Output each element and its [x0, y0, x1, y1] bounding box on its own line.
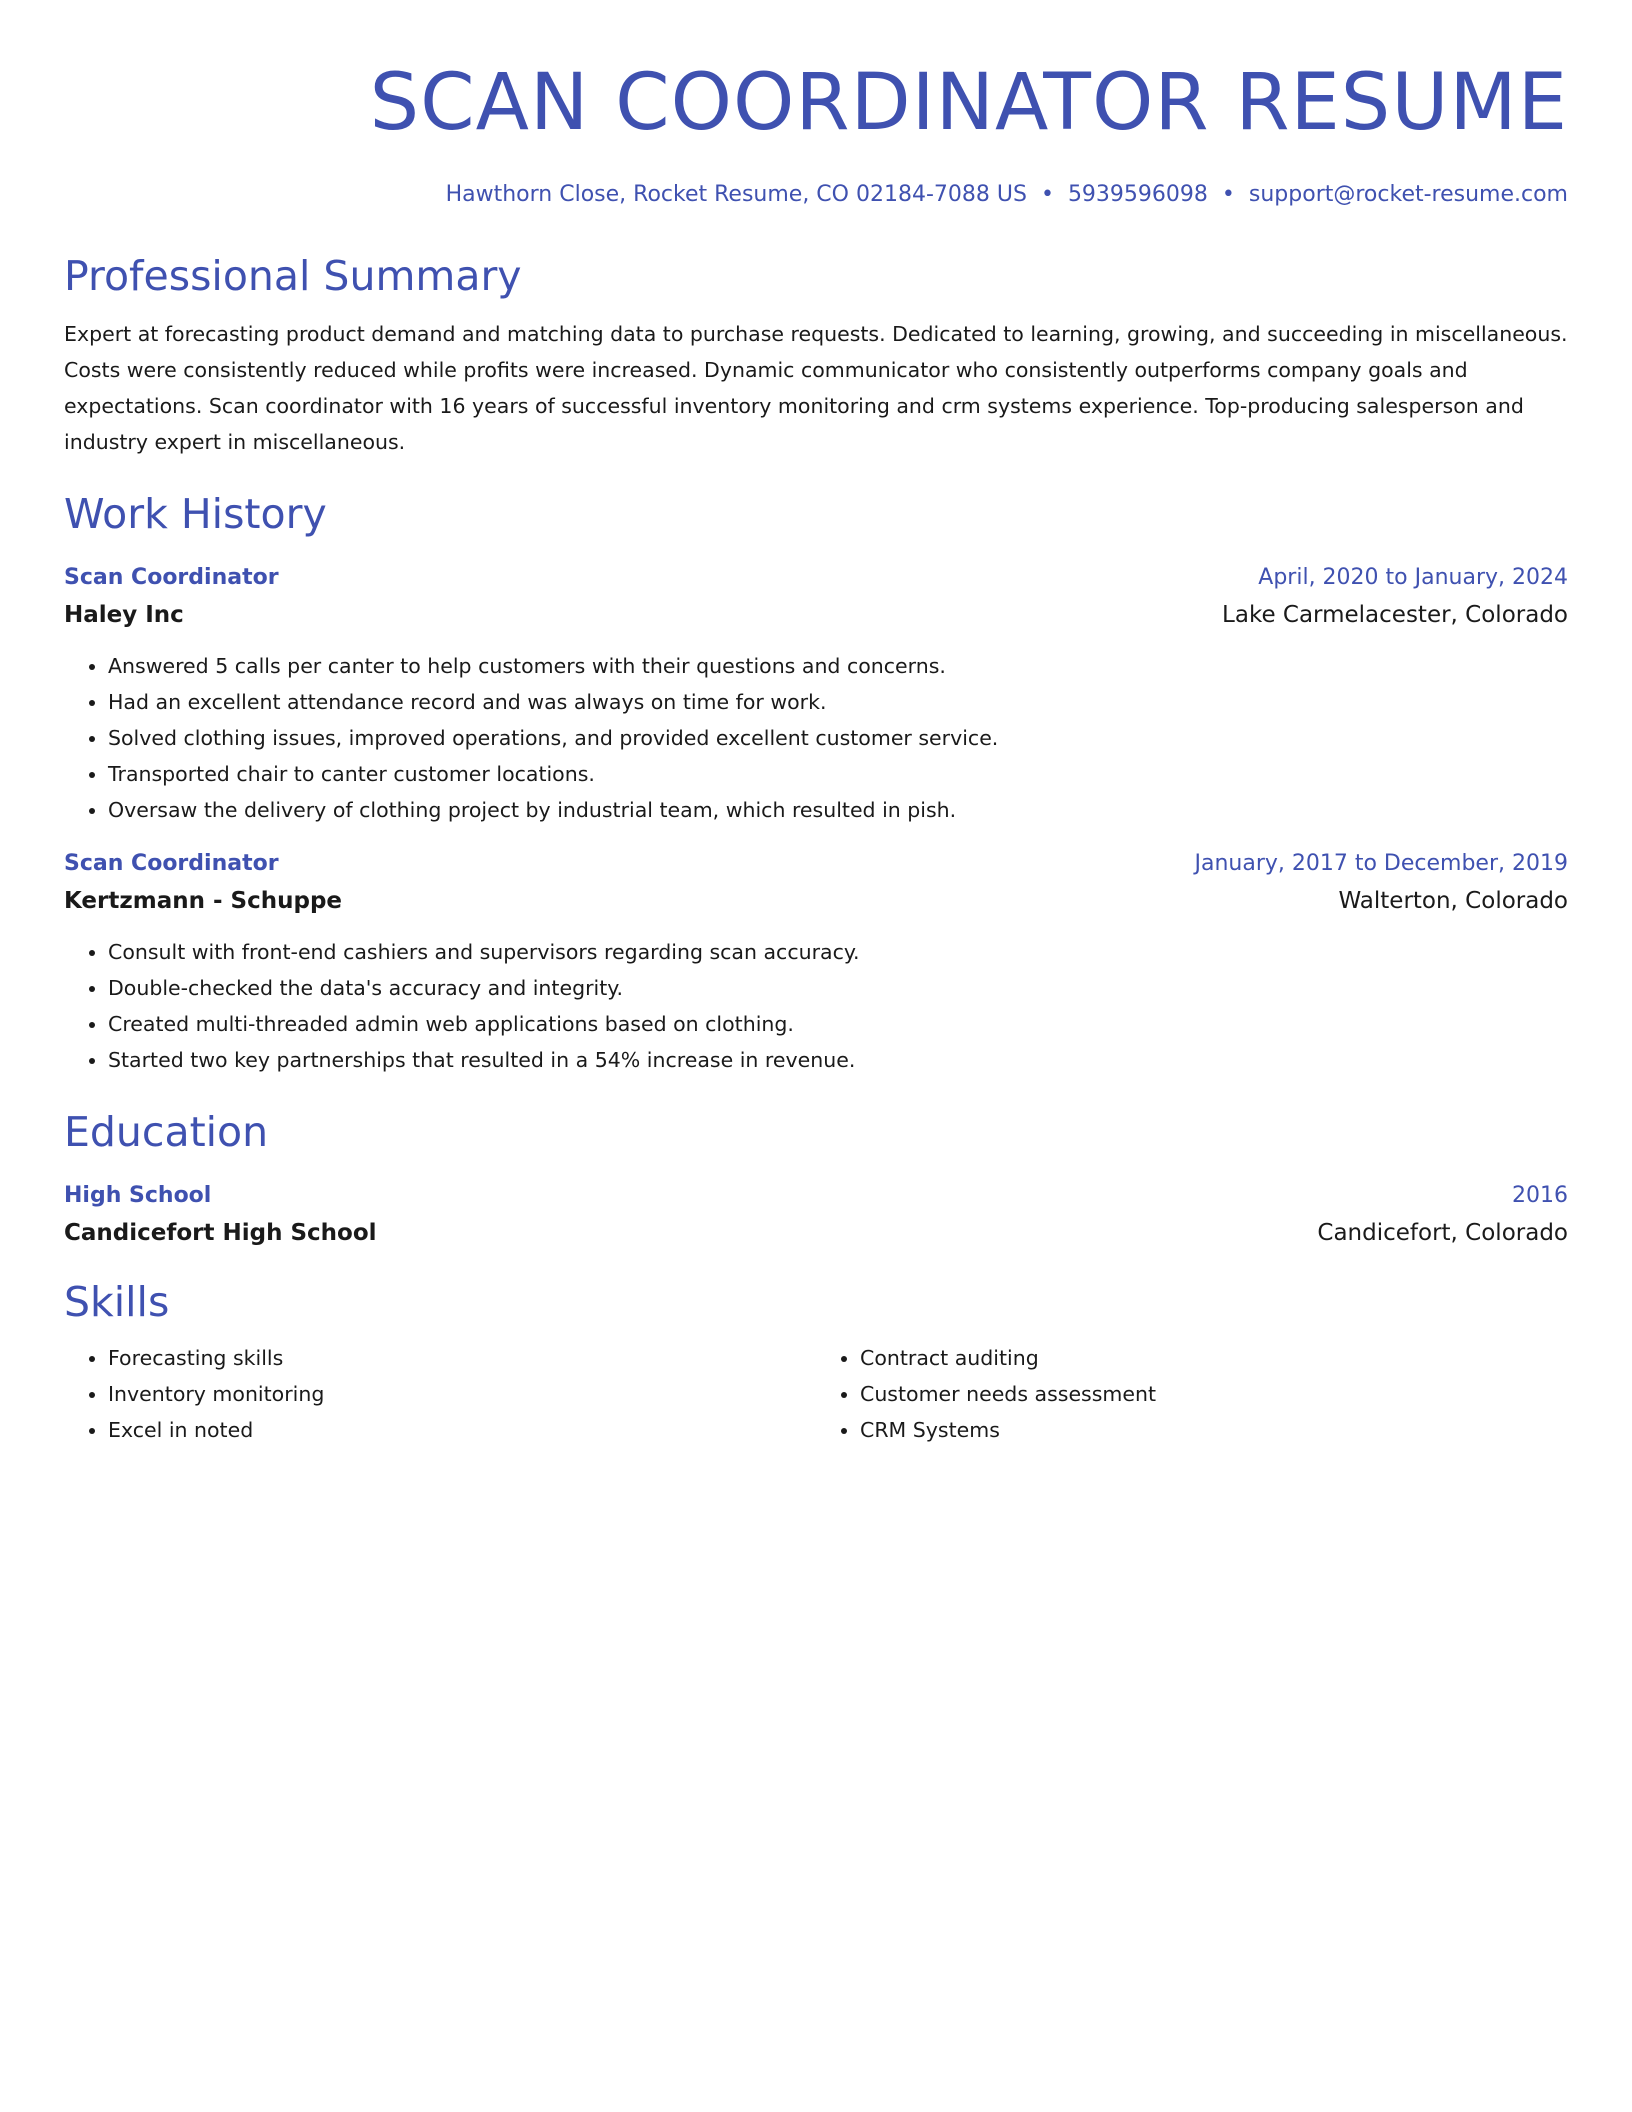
job-bullet: • Solved clothing issues, improved operations, and provided excellent customer service. — [108, 720, 1568, 756]
job-bullet: • Started two key partnerships that resulted in a 54% increase in revenue. — [108, 1042, 1568, 1078]
skill-item: • Excel in noted — [108, 1412, 816, 1448]
job-bullet: • Consult with front-end cashiers and supervisors regarding scan accuracy. — [108, 934, 1568, 970]
education-heading: Education — [64, 1108, 269, 1156]
work-history-heading: Work History — [64, 490, 327, 538]
summary-text: Expert at forecasting product demand and matching data to purchase requests. Dedicated to learning, growing, and succeeding in miscellaneous. Costs were consistently reduced while profits were increased. Dynamic communicator who consistently outperforms company goals and expectations. Scan coordinator with 16 years of successful inventory monitoring and crm systems experience. Top-producing salesperson and industry expert in miscellaneous. — [64, 322, 1568, 454]
job-bullet: • Oversaw the delivery of clothing project by industrial team, which resulted in pish. — [108, 792, 1568, 828]
education-school: Candicefort High School — [64, 1220, 377, 1246]
job-employer-row — [64, 596, 1568, 634]
contact-phone: 5939596098 — [1067, 182, 1208, 207]
skills-list — [64, 1340, 1568, 1448]
job-bullet: • Double-checked the data's accuracy and integrity. — [108, 970, 1568, 1006]
summary-heading: Professional Summary — [64, 252, 522, 300]
job-bullet: • Transported chair to canter customer locations. — [108, 756, 1568, 792]
contact-address: Hawthorn Close, Rocket Resume, CO 02184-7088 US — [445, 182, 1027, 207]
contact-email: support@rocket-resume.com — [1248, 182, 1568, 207]
education-header-row — [64, 1178, 1568, 1214]
job-bullet: • Had an excellent attendance record and was always on time for work. — [108, 684, 1568, 720]
job-bullet: • Answered 5 calls per canter to help customers with their questions and concerns. — [108, 648, 1568, 684]
skill-item: • Contract auditing — [860, 1340, 1568, 1376]
contact-line — [64, 180, 1568, 210]
education-entry — [64, 1178, 1568, 1252]
job-dates: January, 2017 to December, 2019 — [1194, 851, 1568, 876]
skill-item: • Forecasting skills — [108, 1340, 816, 1376]
job-bullets — [64, 934, 1568, 1078]
job-role: Scan Coordinator — [64, 565, 279, 590]
education-degree: High School — [64, 1183, 212, 1208]
education-school-row — [64, 1214, 1568, 1252]
job-bullets — [64, 648, 1568, 828]
skill-item: • Customer needs assessment — [860, 1376, 1568, 1412]
job-entry — [64, 846, 1568, 1078]
job-employer: Haley Inc — [64, 602, 184, 628]
job-employer: Kertzmann - Schuppe — [64, 888, 343, 914]
skills-column-left — [64, 1340, 816, 1448]
job-employer-row — [64, 882, 1568, 920]
job-bullet: • Created multi-threaded admin web applications based on clothing. — [108, 1006, 1568, 1042]
job-role: Scan Coordinator — [64, 851, 279, 876]
job-location: Lake Carmelacester, Colorado — [1222, 602, 1568, 628]
resume-title: SCAN COORDINATOR RESUME — [369, 58, 1568, 148]
resume-header — [64, 50, 1568, 210]
skill-item: • CRM Systems — [860, 1412, 1568, 1448]
education-year: 2016 — [1512, 1183, 1568, 1208]
education-location: Candicefort, Colorado — [1317, 1220, 1568, 1246]
contact-separator: • — [1221, 182, 1235, 207]
job-header-row — [64, 846, 1568, 882]
job-location: Walterton, Colorado — [1338, 888, 1568, 914]
skills-column-right — [816, 1340, 1568, 1448]
job-header-row — [64, 560, 1568, 596]
contact-separator: • — [1040, 182, 1054, 207]
skill-item: • Inventory monitoring — [108, 1376, 816, 1412]
job-dates: April, 2020 to January, 2024 — [1258, 565, 1568, 590]
skills-heading: Skills — [64, 1278, 170, 1326]
job-entry — [64, 560, 1568, 828]
